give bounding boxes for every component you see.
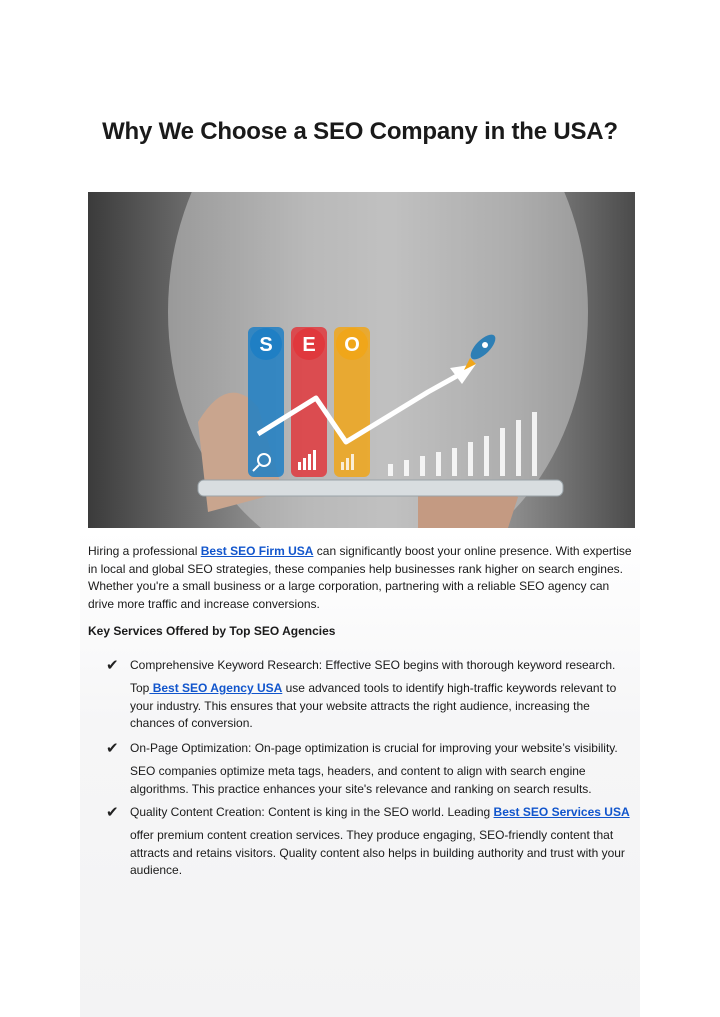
best-seo-agency-link[interactable]: Best SEO Agency USA	[149, 681, 283, 695]
intro-text-end: can significantly boost your online presence. With expertise in local and global SEO strategies, these companies help businesses rank higher on search engines. Whether you're a small business or a large corporation, partnering with a reliable SEO agency can drive more traffic and increase conversions.	[88, 544, 632, 611]
list-item	[106, 740, 636, 802]
list-item-heading: On-Page Optimization: On-page optimization is crucial for improving your website’s visibility.	[130, 741, 618, 755]
list-item-body: offer premium content creation services. They produce engaging, SEO-friendly content that attracts and retains visitors. Quality content also helps in building authority and trust with your audience.	[130, 828, 625, 877]
list-item	[106, 657, 636, 737]
intro-text-start: Hiring a professional	[88, 544, 198, 558]
best-seo-firm-link[interactable]: Best SEO Firm USA	[200, 544, 314, 558]
intro-paragraph	[88, 543, 636, 613]
checkmark-icon: ✔	[106, 740, 119, 757]
tablet	[198, 480, 563, 496]
hero-image	[88, 192, 635, 528]
list-item-text: Top	[130, 681, 150, 695]
best-seo-services-link[interactable]: Best SEO Services USA	[493, 805, 630, 819]
list-item	[106, 804, 636, 884]
list-item-text: Quality Content Creation: Content is king in the SEO world. Leading	[130, 805, 494, 819]
checkmark-icon: ✔	[106, 804, 119, 821]
o-letter: O	[344, 334, 360, 356]
s-letter: S	[259, 334, 273, 356]
list-item-heading: Comprehensive Keyword Research: Effective SEO begins with thorough keyword research.	[130, 658, 616, 672]
list-item-body: SEO companies optimize meta tags, headers, and content to align with search engine algorithms. This practice enhances your site's relevance and ranking on search results.	[130, 764, 592, 796]
page-title: Why We Choose a SEO Company in the USA?	[102, 118, 618, 145]
checkmark-icon: ✔	[106, 657, 119, 674]
e-letter: E	[302, 334, 316, 356]
seo-illustration	[88, 192, 635, 528]
list-item-text: use advanced tools to identify high-traffic keywords relevant to your industry. This ensures that your website attracts the right audience, increasing the chances of conversion.	[130, 681, 617, 730]
list-item-body	[130, 680, 632, 733]
section-subheading: Key Services Offered by Top SEO Agencies	[88, 624, 336, 638]
list-item-heading	[130, 804, 632, 822]
